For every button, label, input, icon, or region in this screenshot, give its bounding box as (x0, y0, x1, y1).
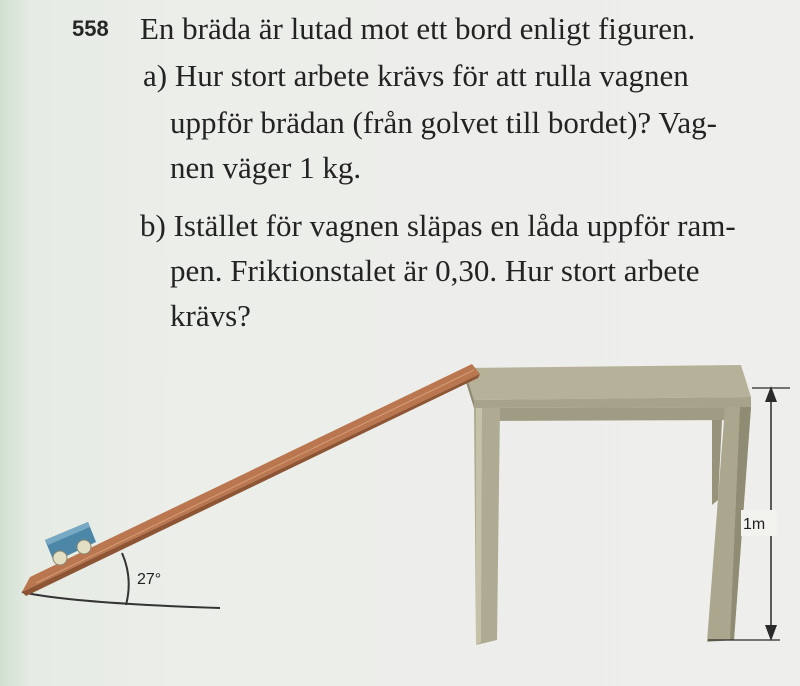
angle-arc (122, 553, 129, 605)
table-top (464, 365, 751, 400)
table-apron (474, 407, 751, 421)
part-a-line-2: uppför brädan (från golvet till bordet)? Vag- (170, 105, 717, 140)
height-label: 1m (743, 516, 766, 533)
problem-number: 558 (72, 16, 109, 41)
floor-line (22, 592, 220, 608)
ramp-board (22, 364, 480, 596)
cart-wheel-rear (53, 551, 67, 565)
part-b-line-3: krävs? (170, 298, 251, 333)
cart-wheel-front (77, 540, 91, 554)
board-edge (22, 374, 480, 596)
part-b-line-2: pen. Friktionstalet är 0,30. Hur stort arbete (170, 253, 700, 288)
part-a-line-3: nen väger 1 kg. (170, 150, 362, 185)
part-a-line-1: a) Hur stort arbete krävs för att rulla vagnen (143, 58, 689, 93)
height-arrow-bottom (765, 625, 777, 641)
problem-intro: En bräda är lutad mot ett bord enligt figuren. (140, 11, 696, 46)
part-b-line-1: b) Istället för vagnen släpas en låda uppför ram- (140, 208, 736, 243)
angle-label: 27° (137, 571, 162, 588)
table (464, 365, 751, 645)
